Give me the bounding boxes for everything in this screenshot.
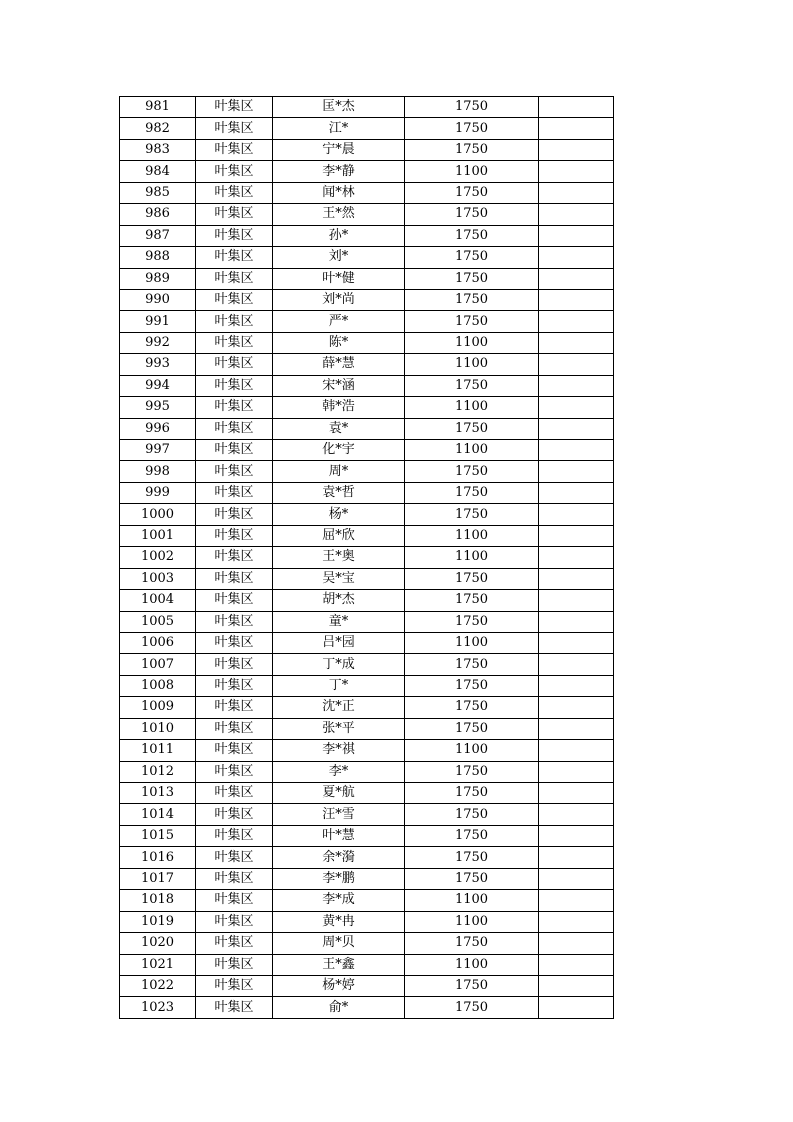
table-row: [120, 504, 614, 525]
row-number-cell: 999: [120, 482, 196, 503]
row-number-cell: 983: [120, 139, 196, 160]
district-cell: 叶集区: [196, 161, 273, 182]
name-cell: 李*鹏: [273, 868, 405, 889]
table-row: [120, 547, 614, 568]
name-cell: 沈*正: [273, 697, 405, 718]
note-cell: [539, 204, 614, 225]
row-number-cell: 1010: [120, 718, 196, 739]
note-cell: [539, 718, 614, 739]
table-row: [120, 354, 614, 375]
note-cell: [539, 97, 614, 118]
district-cell: 叶集区: [196, 547, 273, 568]
amount-cell: 1750: [405, 504, 539, 525]
amount-cell: 1750: [405, 697, 539, 718]
row-number-cell: 993: [120, 354, 196, 375]
amount-cell: 1750: [405, 804, 539, 825]
row-number-cell: 1011: [120, 740, 196, 761]
district-cell: 叶集区: [196, 118, 273, 139]
district-cell: 叶集区: [196, 611, 273, 632]
row-number-cell: 991: [120, 311, 196, 332]
amount-cell: 1750: [405, 611, 539, 632]
note-cell: [539, 654, 614, 675]
table-row: [120, 268, 614, 289]
district-cell: 叶集区: [196, 997, 273, 1018]
amount-cell: 1750: [405, 311, 539, 332]
note-cell: [539, 933, 614, 954]
name-cell: 吕*园: [273, 632, 405, 653]
note-cell: [539, 868, 614, 889]
name-cell: 王*奥: [273, 547, 405, 568]
row-number-cell: 1017: [120, 868, 196, 889]
note-cell: [539, 225, 614, 246]
district-cell: 叶集区: [196, 675, 273, 696]
note-cell: [539, 825, 614, 846]
table-row: [120, 397, 614, 418]
note-cell: [539, 332, 614, 353]
table-row: [120, 632, 614, 653]
amount-cell: 1750: [405, 182, 539, 203]
district-cell: 叶集区: [196, 418, 273, 439]
row-number-cell: 1019: [120, 911, 196, 932]
note-cell: [539, 311, 614, 332]
district-cell: 叶集区: [196, 139, 273, 160]
amount-cell: 1750: [405, 590, 539, 611]
table-row: [120, 718, 614, 739]
table-row: [120, 247, 614, 268]
table-body: [120, 97, 614, 1019]
note-cell: [539, 590, 614, 611]
district-cell: 叶集区: [196, 268, 273, 289]
row-number-cell: 990: [120, 289, 196, 310]
table-row: [120, 590, 614, 611]
amount-cell: 1100: [405, 440, 539, 461]
note-cell: [539, 268, 614, 289]
row-number-cell: 1023: [120, 997, 196, 1018]
district-cell: 叶集区: [196, 504, 273, 525]
row-number-cell: 1021: [120, 954, 196, 975]
note-cell: [539, 139, 614, 160]
table-row: [120, 825, 614, 846]
row-number-cell: 1002: [120, 547, 196, 568]
row-number-cell: 1005: [120, 611, 196, 632]
district-cell: 叶集区: [196, 975, 273, 996]
amount-cell: 1750: [405, 204, 539, 225]
amount-cell: 1750: [405, 675, 539, 696]
row-number-cell: 989: [120, 268, 196, 289]
table-row: [120, 289, 614, 310]
table-row: [120, 440, 614, 461]
amount-cell: 1100: [405, 547, 539, 568]
district-cell: 叶集区: [196, 440, 273, 461]
district-cell: 叶集区: [196, 311, 273, 332]
name-cell: 李*祺: [273, 740, 405, 761]
name-cell: 周*: [273, 461, 405, 482]
district-cell: 叶集区: [196, 632, 273, 653]
row-number-cell: 981: [120, 97, 196, 118]
amount-cell: 1750: [405, 825, 539, 846]
name-cell: 黄*冉: [273, 911, 405, 932]
district-cell: 叶集区: [196, 482, 273, 503]
district-cell: 叶集区: [196, 247, 273, 268]
row-number-cell: 985: [120, 182, 196, 203]
district-cell: 叶集区: [196, 204, 273, 225]
note-cell: [539, 911, 614, 932]
name-cell: 宁*晨: [273, 139, 405, 160]
row-number-cell: 1006: [120, 632, 196, 653]
note-cell: [539, 632, 614, 653]
note-cell: [539, 568, 614, 589]
district-cell: 叶集区: [196, 783, 273, 804]
note-cell: [539, 461, 614, 482]
row-number-cell: 988: [120, 247, 196, 268]
name-cell: 屈*欣: [273, 525, 405, 546]
table-row: [120, 311, 614, 332]
row-number-cell: 1004: [120, 590, 196, 611]
row-number-cell: 996: [120, 418, 196, 439]
table-row: [120, 568, 614, 589]
row-number-cell: 1008: [120, 675, 196, 696]
name-cell: 叶*健: [273, 268, 405, 289]
amount-cell: 1100: [405, 911, 539, 932]
amount-cell: 1750: [405, 761, 539, 782]
district-cell: 叶集区: [196, 804, 273, 825]
note-cell: [539, 761, 614, 782]
amount-cell: 1100: [405, 397, 539, 418]
name-cell: 陈*: [273, 332, 405, 353]
note-cell: [539, 161, 614, 182]
table-row: [120, 783, 614, 804]
row-number-cell: 1018: [120, 890, 196, 911]
row-number-cell: 1013: [120, 783, 196, 804]
note-cell: [539, 547, 614, 568]
amount-cell: 1750: [405, 868, 539, 889]
district-cell: 叶集区: [196, 375, 273, 396]
district-cell: 叶集区: [196, 911, 273, 932]
note-cell: [539, 783, 614, 804]
amount-cell: 1750: [405, 289, 539, 310]
district-cell: 叶集区: [196, 654, 273, 675]
amount-cell: 1750: [405, 461, 539, 482]
table-row: [120, 418, 614, 439]
amount-cell: 1100: [405, 632, 539, 653]
note-cell: [539, 954, 614, 975]
amount-cell: 1750: [405, 847, 539, 868]
name-cell: 刘*: [273, 247, 405, 268]
amount-cell: 1750: [405, 118, 539, 139]
name-cell: 汪*雪: [273, 804, 405, 825]
name-cell: 杨*婷: [273, 975, 405, 996]
district-cell: 叶集区: [196, 397, 273, 418]
amount-cell: 1100: [405, 332, 539, 353]
district-cell: 叶集区: [196, 97, 273, 118]
note-cell: [539, 611, 614, 632]
row-number-cell: 1015: [120, 825, 196, 846]
amount-cell: 1750: [405, 718, 539, 739]
name-cell: 张*平: [273, 718, 405, 739]
district-cell: 叶集区: [196, 332, 273, 353]
row-number-cell: 1014: [120, 804, 196, 825]
district-cell: 叶集区: [196, 590, 273, 611]
row-number-cell: 1020: [120, 933, 196, 954]
district-cell: 叶集区: [196, 525, 273, 546]
amount-cell: 1750: [405, 568, 539, 589]
name-cell: 胡*杰: [273, 590, 405, 611]
district-cell: 叶集区: [196, 890, 273, 911]
table-row: [120, 975, 614, 996]
name-cell: 余*漪: [273, 847, 405, 868]
subsidy-table: [119, 96, 614, 1019]
district-cell: 叶集区: [196, 354, 273, 375]
amount-cell: 1100: [405, 354, 539, 375]
table-row: [120, 182, 614, 203]
table-row: [120, 225, 614, 246]
table-row: [120, 204, 614, 225]
amount-cell: 1750: [405, 997, 539, 1018]
district-cell: 叶集区: [196, 740, 273, 761]
district-cell: 叶集区: [196, 933, 273, 954]
name-cell: 丁*: [273, 675, 405, 696]
note-cell: [539, 890, 614, 911]
amount-cell: 1100: [405, 954, 539, 975]
name-cell: 宋*涵: [273, 375, 405, 396]
name-cell: 李*: [273, 761, 405, 782]
name-cell: 吴*宝: [273, 568, 405, 589]
row-number-cell: 982: [120, 118, 196, 139]
district-cell: 叶集区: [196, 461, 273, 482]
row-number-cell: 1022: [120, 975, 196, 996]
note-cell: [539, 418, 614, 439]
name-cell: 化*宇: [273, 440, 405, 461]
district-cell: 叶集区: [196, 225, 273, 246]
table-row: [120, 997, 614, 1018]
district-cell: 叶集区: [196, 954, 273, 975]
name-cell: 闻*林: [273, 182, 405, 203]
name-cell: 孙*: [273, 225, 405, 246]
note-cell: [539, 740, 614, 761]
row-number-cell: 998: [120, 461, 196, 482]
table-row: [120, 97, 614, 118]
row-number-cell: 992: [120, 332, 196, 353]
name-cell: 童*: [273, 611, 405, 632]
table-row: [120, 118, 614, 139]
table-row: [120, 461, 614, 482]
note-cell: [539, 289, 614, 310]
row-number-cell: 984: [120, 161, 196, 182]
amount-cell: 1750: [405, 139, 539, 160]
table-row: [120, 761, 614, 782]
name-cell: 江*: [273, 118, 405, 139]
table-row: [120, 954, 614, 975]
amount-cell: 1750: [405, 783, 539, 804]
name-cell: 韩*浩: [273, 397, 405, 418]
note-cell: [539, 440, 614, 461]
name-cell: 叶*慧: [273, 825, 405, 846]
note-cell: [539, 675, 614, 696]
amount-cell: 1750: [405, 225, 539, 246]
amount-cell: 1100: [405, 890, 539, 911]
row-number-cell: 1007: [120, 654, 196, 675]
name-cell: 袁*哲: [273, 482, 405, 503]
table-row: [120, 675, 614, 696]
row-number-cell: 997: [120, 440, 196, 461]
note-cell: [539, 697, 614, 718]
amount-cell: 1750: [405, 268, 539, 289]
amount-cell: 1100: [405, 161, 539, 182]
note-cell: [539, 997, 614, 1018]
note-cell: [539, 118, 614, 139]
amount-cell: 1750: [405, 933, 539, 954]
amount-cell: 1750: [405, 375, 539, 396]
note-cell: [539, 397, 614, 418]
amount-cell: 1750: [405, 247, 539, 268]
amount-cell: 1750: [405, 975, 539, 996]
row-number-cell: 995: [120, 397, 196, 418]
table-row: [120, 890, 614, 911]
name-cell: 刘*尚: [273, 289, 405, 310]
note-cell: [539, 375, 614, 396]
table-row: [120, 911, 614, 932]
amount-cell: 1750: [405, 97, 539, 118]
note-cell: [539, 482, 614, 503]
row-number-cell: 1003: [120, 568, 196, 589]
amount-cell: 1100: [405, 740, 539, 761]
table-row: [120, 611, 614, 632]
district-cell: 叶集区: [196, 182, 273, 203]
district-cell: 叶集区: [196, 868, 273, 889]
table-row: [120, 868, 614, 889]
name-cell: 杨*: [273, 504, 405, 525]
row-number-cell: 1012: [120, 761, 196, 782]
note-cell: [539, 182, 614, 203]
district-cell: 叶集区: [196, 697, 273, 718]
row-number-cell: 1016: [120, 847, 196, 868]
table-row: [120, 161, 614, 182]
note-cell: [539, 247, 614, 268]
row-number-cell: 987: [120, 225, 196, 246]
table-row: [120, 654, 614, 675]
district-cell: 叶集区: [196, 289, 273, 310]
name-cell: 李*成: [273, 890, 405, 911]
name-cell: 匡*杰: [273, 97, 405, 118]
name-cell: 王*然: [273, 204, 405, 225]
note-cell: [539, 504, 614, 525]
name-cell: 夏*航: [273, 783, 405, 804]
table-row: [120, 375, 614, 396]
amount-cell: 1750: [405, 418, 539, 439]
name-cell: 薛*慧: [273, 354, 405, 375]
amount-cell: 1750: [405, 482, 539, 503]
name-cell: 周*贝: [273, 933, 405, 954]
name-cell: 王*鑫: [273, 954, 405, 975]
table-row: [120, 933, 614, 954]
note-cell: [539, 847, 614, 868]
table-row: [120, 804, 614, 825]
table-row: [120, 847, 614, 868]
table-row: [120, 740, 614, 761]
row-number-cell: 1000: [120, 504, 196, 525]
note-cell: [539, 804, 614, 825]
name-cell: 严*: [273, 311, 405, 332]
table-row: [120, 697, 614, 718]
table-row: [120, 139, 614, 160]
row-number-cell: 994: [120, 375, 196, 396]
table-row: [120, 332, 614, 353]
name-cell: 俞*: [273, 997, 405, 1018]
district-cell: 叶集区: [196, 825, 273, 846]
name-cell: 李*静: [273, 161, 405, 182]
district-cell: 叶集区: [196, 847, 273, 868]
table-row: [120, 482, 614, 503]
note-cell: [539, 354, 614, 375]
name-cell: 丁*成: [273, 654, 405, 675]
note-cell: [539, 975, 614, 996]
name-cell: 袁*: [273, 418, 405, 439]
table-row: [120, 525, 614, 546]
amount-cell: 1750: [405, 654, 539, 675]
district-cell: 叶集区: [196, 568, 273, 589]
note-cell: [539, 525, 614, 546]
district-cell: 叶集区: [196, 761, 273, 782]
row-number-cell: 986: [120, 204, 196, 225]
row-number-cell: 1001: [120, 525, 196, 546]
row-number-cell: 1009: [120, 697, 196, 718]
amount-cell: 1100: [405, 525, 539, 546]
district-cell: 叶集区: [196, 718, 273, 739]
